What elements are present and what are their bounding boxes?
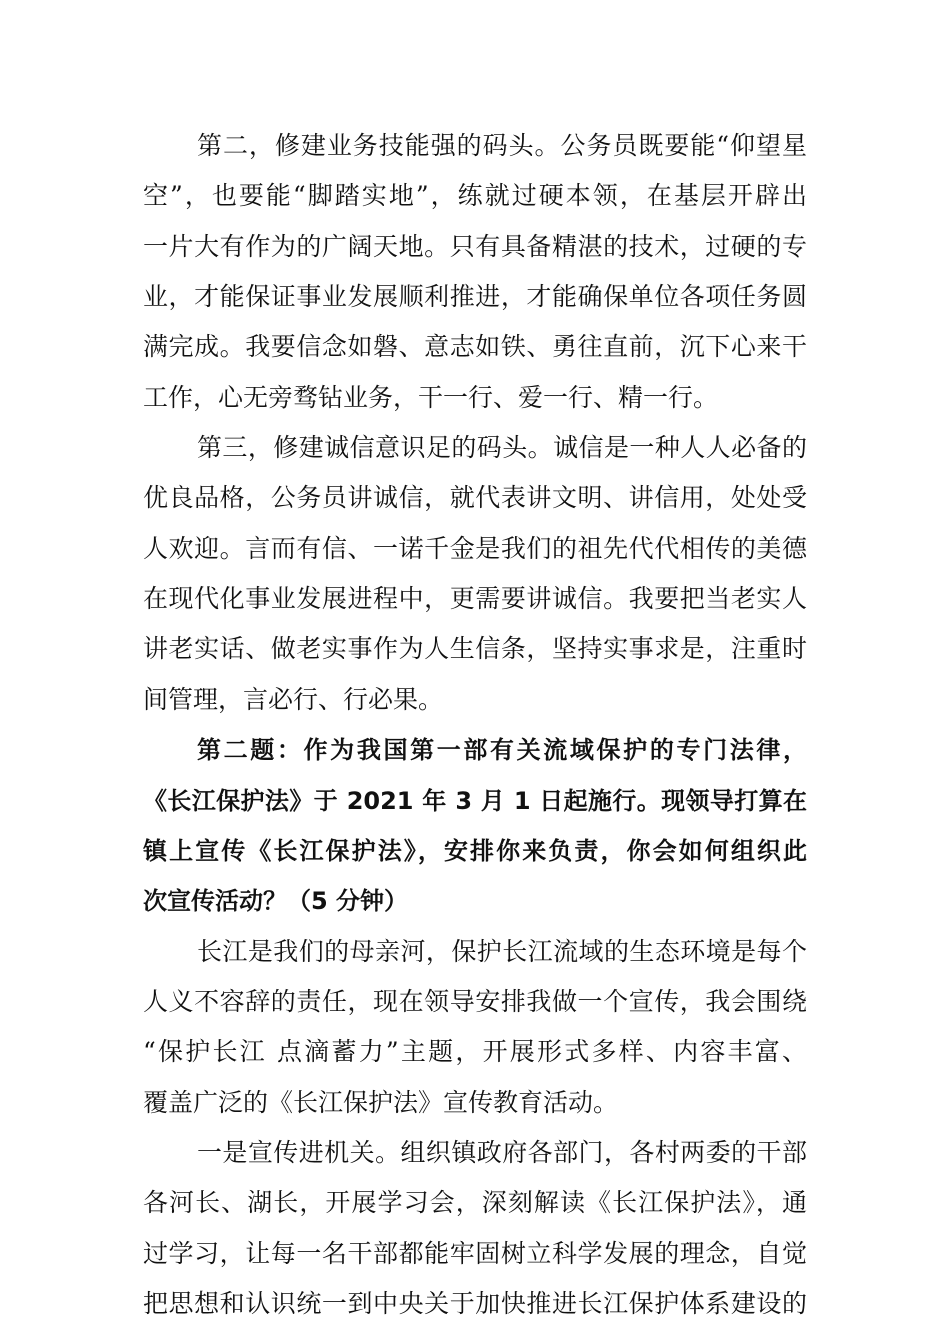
point-1-line-2: 各河长、湖长，开展学习会，深刻解读《长江保护法》，通 (143, 1188, 807, 1217)
paragraph-2-line-4: 业，才能保证事业发展顺利推进，才能确保单位各项任务圆 (143, 282, 807, 311)
paragraph-2-line-1: 第二，修建业务技能强的码头。公务员既要能“仰望星 (197, 131, 807, 160)
question-2-line-3: 镇上宣传《长江保护法》，安排你来负责，你会如何组织此 (143, 837, 807, 865)
paragraph-2-line-2: 空”，也要能“脚踏实地”，练就过硬本领，在基层开辟出 (143, 181, 807, 210)
answer-intro-line-4: 覆盖广泛的《长江保护法》宣传教育活动。 (143, 1088, 619, 1117)
answer-intro-line-2: 人义不容辞的责任，现在领导安排我做一个宣传，我会围绕 (143, 987, 807, 1016)
question-2-line-1: 第二题：作为我国第一部有关流域保护的专门法律， (197, 736, 807, 764)
question-2-line-2: 《长江保护法》于 2021 年 3 月 1 日起施行。现领导打算在 (143, 787, 807, 815)
question-2-line-4: 次宣传活动？（5 分钟） (143, 887, 409, 915)
point-1-line-4: 把思想和认识统一到中央关于加快推进长江保护体系建设的 (143, 1289, 807, 1318)
answer-intro-line-3: “保护长江 点滴蓄力”主题，开展形式多样、内容丰富、 (143, 1037, 807, 1066)
paragraph-3-line-6: 间管理，言必行、行必果。 (143, 685, 444, 714)
paragraph-3-line-3: 人欢迎。言而有信、一诺千金是我们的祖先代代相传的美德 (143, 534, 807, 563)
paragraph-3-line-5: 讲老实话、做老实事作为人生信条，坚持实事求是，注重时 (143, 634, 807, 663)
point-1-line-3: 过学习，让每一名干部都能牢固树立科学发展的理念，自觉 (143, 1239, 807, 1268)
answer-intro-line-1: 长江是我们的母亲河，保护长江流域的生态环境是每个 (197, 937, 807, 966)
paragraph-2-line-5: 满完成。我要信念如磐、意志如铁、勇往直前，沉下心来干 (143, 332, 807, 361)
paragraph-2-line-3: 一片大有作为的广阔天地。只有具备精湛的技术，过硬的专 (143, 232, 807, 261)
point-1-line-1: 一是宣传进机关。组织镇政府各部门，各村两委的干部 (197, 1138, 807, 1167)
paragraph-3-line-4: 在现代化事业发展进程中，更需要讲诚信。我要把当老实人 (143, 584, 807, 613)
paragraph-2-line-6: 工作，心无旁骛钻业务，干一行、爱一行、精一行。 (143, 383, 719, 412)
paragraph-3-line-2: 优良品格，公务员讲诚信，就代表讲文明、讲信用，处处受 (143, 483, 807, 512)
paragraph-3-line-1: 第三，修建诚信意识足的码头。诚信是一种人人必备的 (197, 433, 807, 462)
